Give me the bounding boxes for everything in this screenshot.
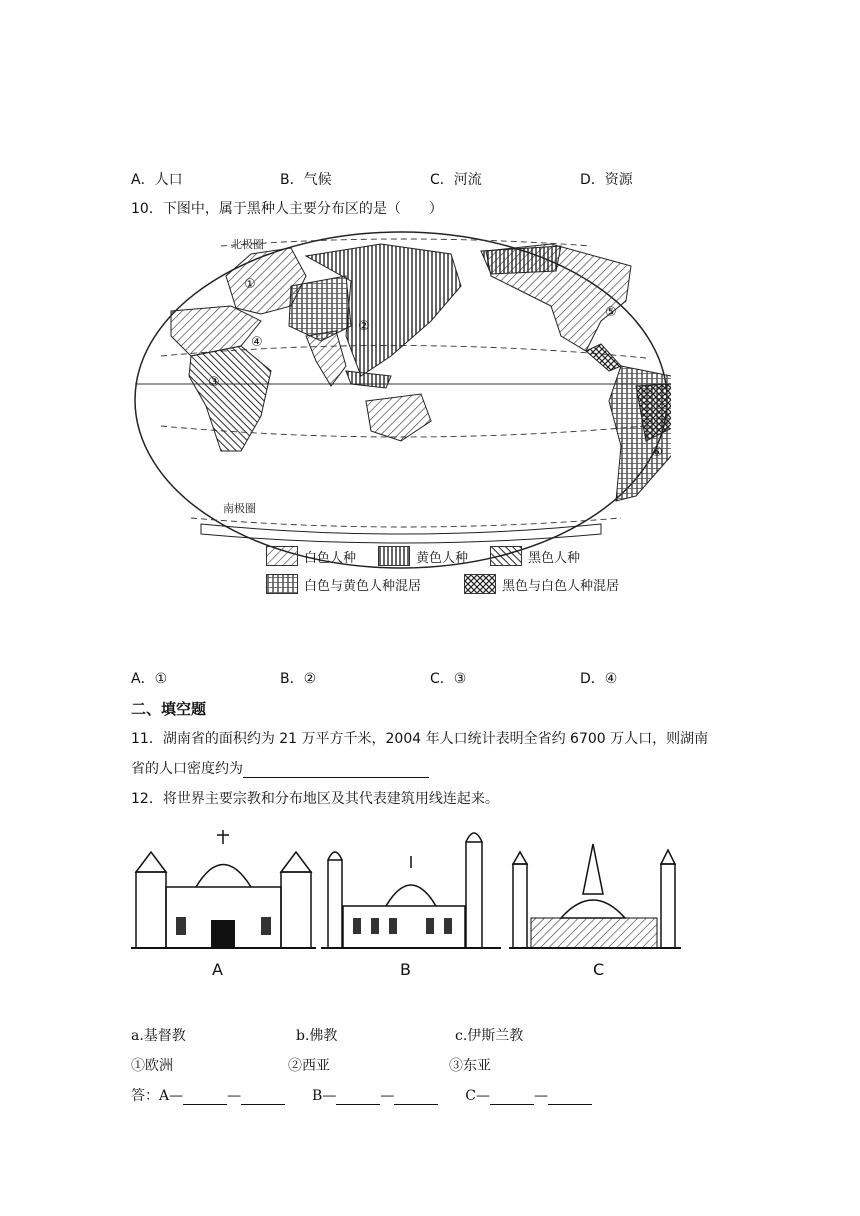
q10-option-a: A．① [131,671,168,687]
religion-b: b.佛教 [296,1028,338,1044]
legend-white-label: 白色人种 [304,550,357,566]
marker-5: ⑤ [605,305,617,320]
q9-option-c: C．河流 [430,172,482,188]
q12-answer-line [131,1085,592,1105]
religion-a: a.基督教 [131,1028,186,1044]
q9-option-a: A．人口 [131,172,183,188]
answer-a-blank-1[interactable] [183,1090,227,1105]
legend-black-label: 黑色人种 [528,550,581,566]
marker-6: ⑥ [651,445,663,460]
legend-white [266,546,356,566]
marker-2: ② [358,319,370,334]
q11-answer-blank[interactable] [243,761,429,778]
answer-c-blank-2[interactable] [548,1090,592,1105]
marker-4: ④ [251,335,263,350]
q11-line2 [131,758,429,778]
marker-3: ③ [208,375,220,390]
answer-b-prefix: B— [312,1088,337,1104]
q11-line1: 11．湖南省的面积约为 21 万平方千米，2004 年人口统计表明全省约 6700 万人口，则湖南 [131,731,709,747]
legend-black [490,546,580,566]
q9-option-d: D．资源 [580,172,633,188]
answer-b-blank-2[interactable] [394,1090,438,1105]
buildings-svg [131,822,691,982]
answer-a-dash: — [227,1088,242,1104]
answer-a-prefix: 答：A— [131,1088,184,1104]
building-c-label: C [593,960,605,979]
sub-saharan-africa-region [189,346,271,451]
region-1: ①欧洲 [131,1058,173,1074]
legend-mix-wy [266,574,421,594]
q10-stem: 10．下图中，属于黑种人主要分布区的是（ ） [131,201,443,217]
building-a-label: A [212,960,223,979]
answer-c-dash: — [533,1088,548,1104]
central-america-region [586,344,621,371]
region-3: ③东亚 [449,1058,491,1074]
legend-mix-bw [464,574,619,594]
answer-c-prefix: C— [465,1088,490,1104]
marker-1: ① [244,277,256,292]
arctic-label: 北极圈 [231,238,264,251]
region-2: ②西亚 [288,1058,330,1074]
australia-region [366,394,431,441]
section2-title: 二、填空题 [131,700,207,718]
antarctic-label: 南极圈 [223,502,256,515]
q9-option-b: B．气候 [280,172,332,188]
answer-b-dash: — [380,1088,395,1104]
q12-stem: 12．将世界主要宗教和分布地区及其代表建筑用线连起来。 [131,791,499,807]
legend-mix-wy-label: 白色与黄色人种混居 [304,578,422,594]
north-africa-region [171,306,261,356]
building-b-mosque [321,833,501,948]
south-asia-region [306,331,346,386]
arctic-america-region [481,246,561,274]
answer-c-blank-1[interactable] [490,1090,534,1105]
q10-option-c: C．③ [430,671,467,687]
q10-option-b: B．② [280,671,317,687]
answer-a-blank-2[interactable] [241,1090,285,1105]
building-a-church [131,830,316,948]
legend-yellow [378,546,468,566]
religion-c: c.伊斯兰教 [455,1028,524,1044]
building-c-pagoda [509,844,681,948]
legend-mix-bw-label: 黑色与白色人种混居 [502,578,620,594]
q10-option-d: D．④ [580,671,618,687]
legend-yellow-label: 黄色人种 [416,550,469,566]
answer-b-blank-1[interactable] [336,1090,380,1105]
buildings-figure [131,822,691,982]
building-b-label: B [400,960,411,979]
q11-line2-text: 省的人口密度约为 [131,761,243,777]
indonesia-region [346,371,391,388]
central-asia-region [289,276,351,341]
